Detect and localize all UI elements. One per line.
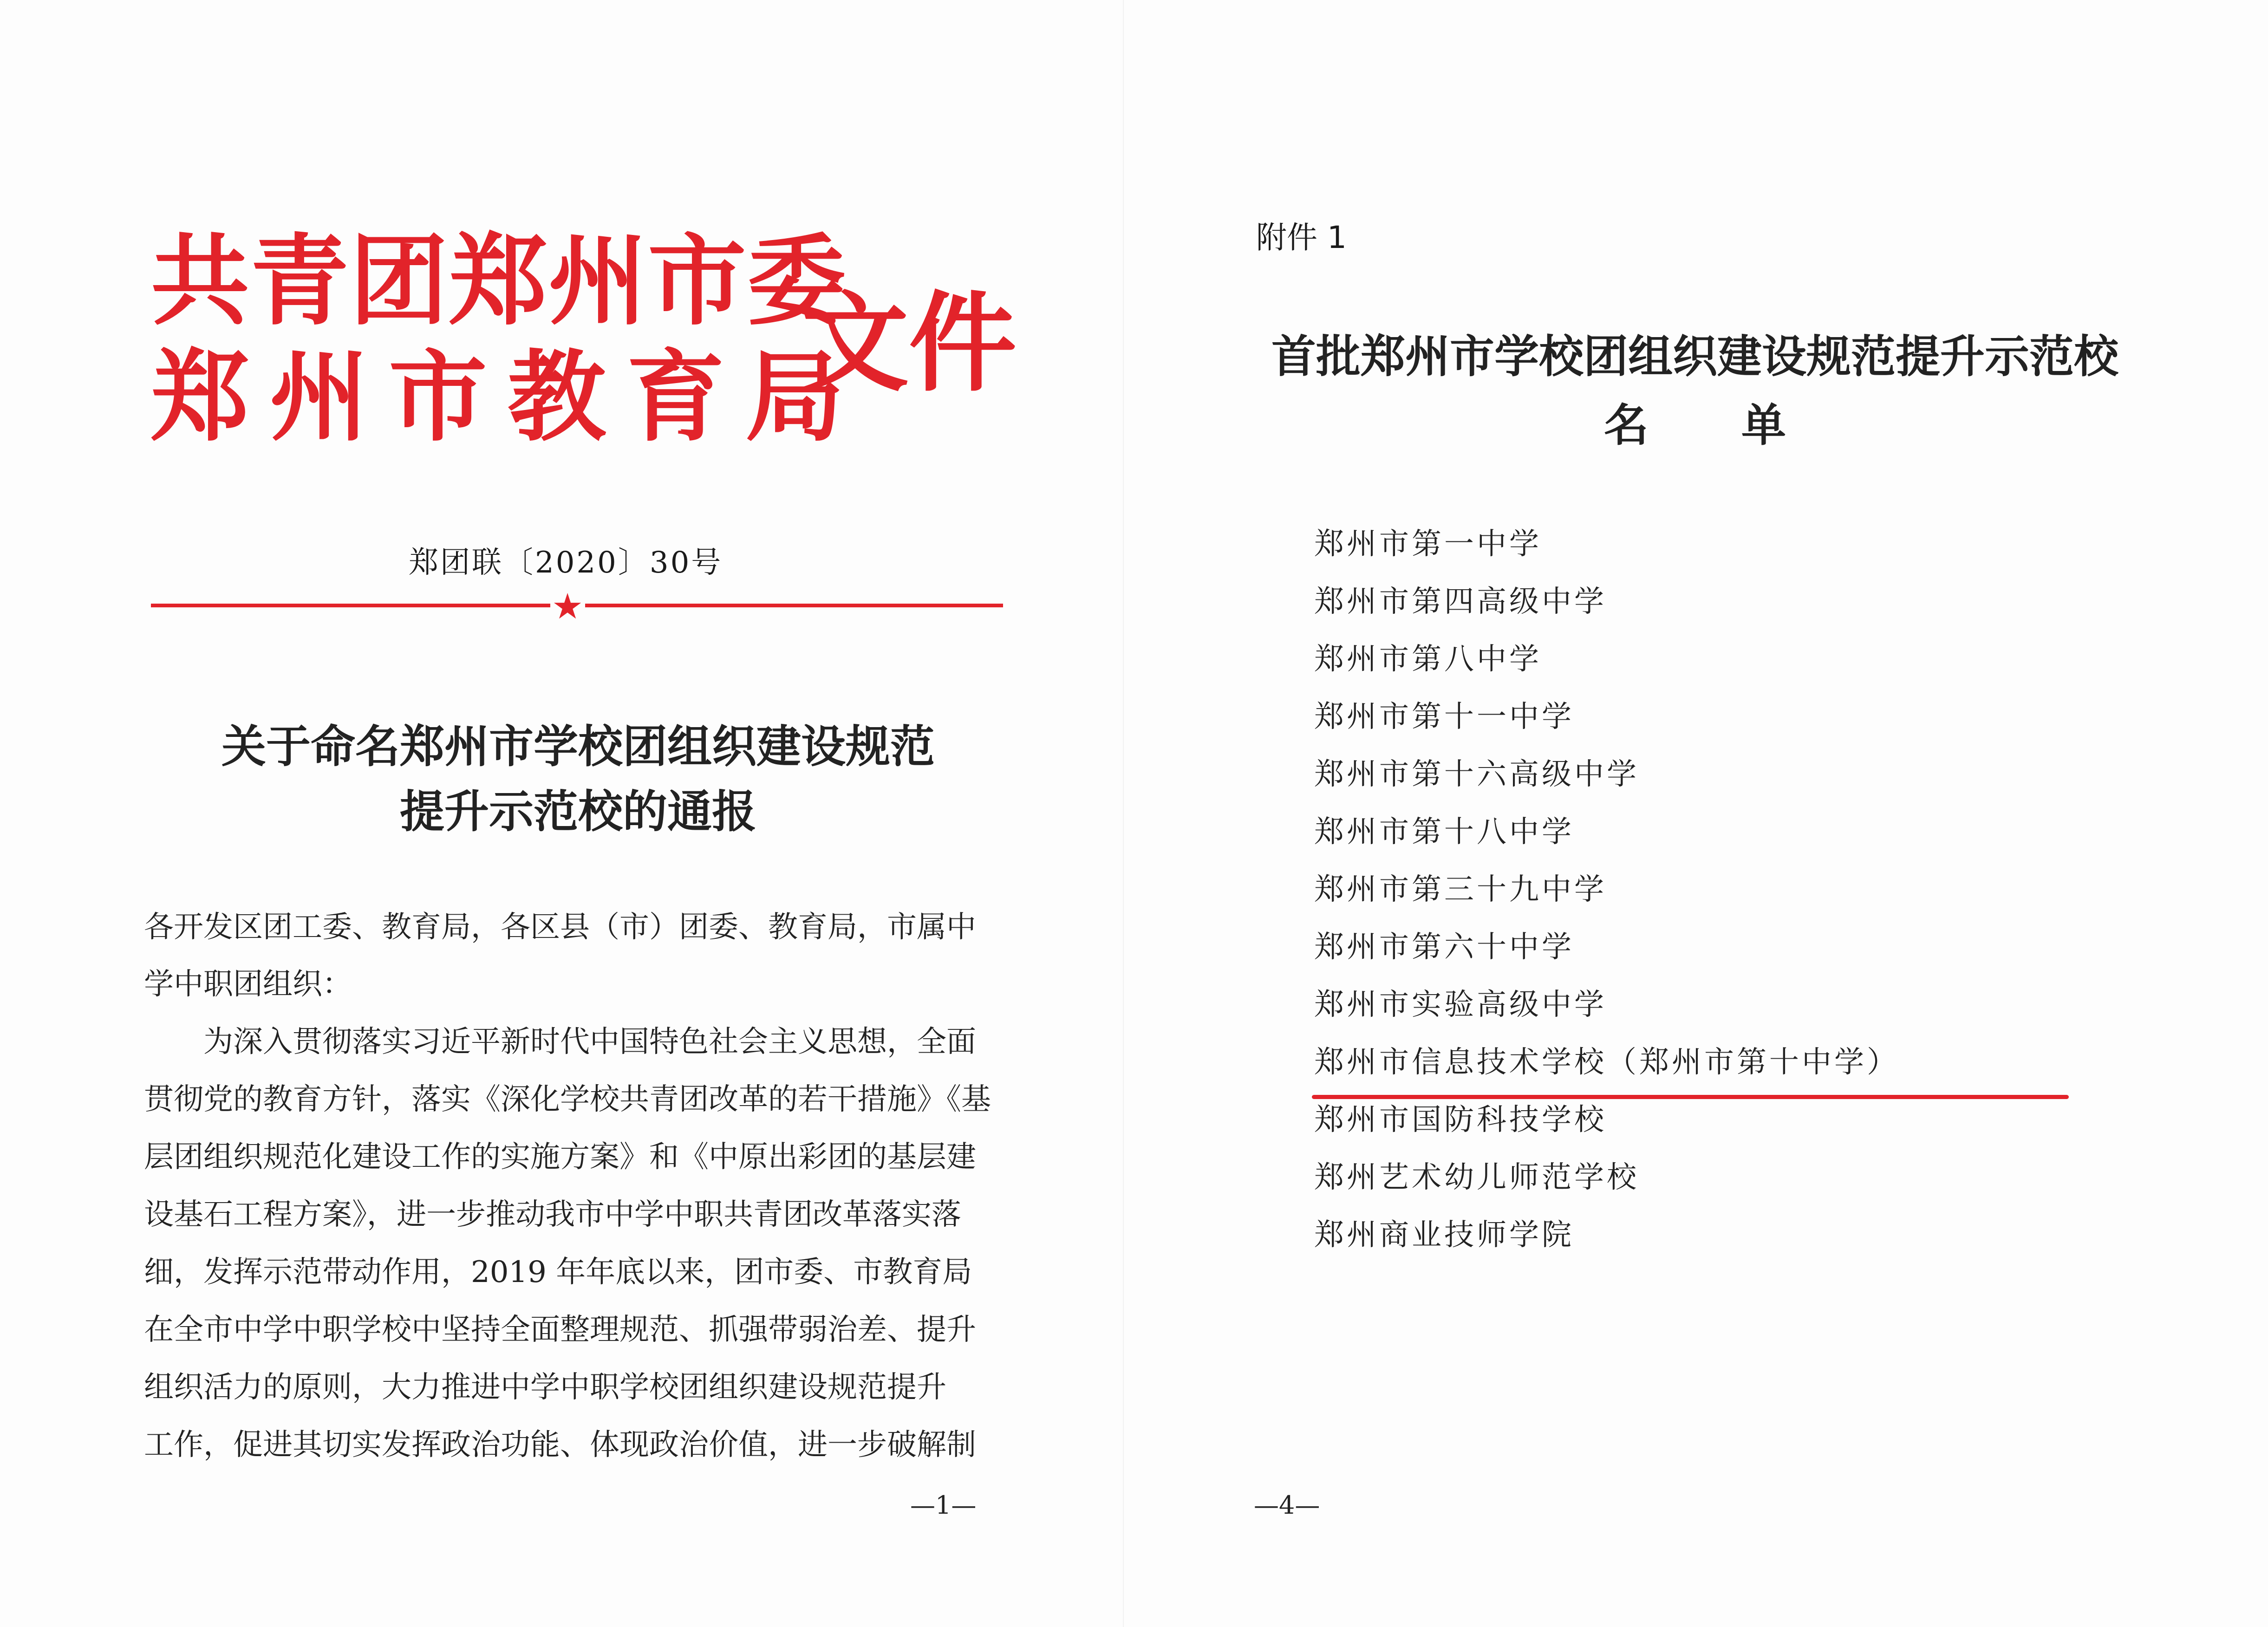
body-line: 为深入贯彻落实习近平新时代中国特色社会主义思想，全面 xyxy=(144,1025,976,1059)
document-title-line-2: 提升示范校的通报 xyxy=(400,785,756,838)
body-line: 各开发区团工委、教育局，各区县（市）团委、教育局，市属中 xyxy=(144,910,976,944)
document-title-line-1: 关于命名郑州市学校团组织建设规范 xyxy=(222,720,935,773)
document-page-right xyxy=(1124,0,2268,1627)
masthead-suffix: 文件 xyxy=(801,281,1017,406)
body-line: 组织活力的原则，大力推进中学中职学校团组织建设规范提升 xyxy=(144,1370,946,1405)
list-item-highlighted: 郑州市信息技术学校（郑州市第十中学） xyxy=(1314,1045,1899,1080)
document-number: 郑团联〔2020〕30号 xyxy=(409,546,723,580)
page-number: —4— xyxy=(1254,1490,1320,1520)
attachment-label: 附件 1 xyxy=(1256,220,1347,255)
masthead-line-1: 共青团郑州市委 xyxy=(151,224,847,338)
body-line: 细，发挥示范带动作用，2019 年年底以来，团市委、市教育局 xyxy=(144,1255,972,1289)
body-line: 在全市中学中职学校中坚持全面整理规范、抓强带弱治差、提升 xyxy=(144,1313,976,1347)
list-item: 郑州市第十一中学 xyxy=(1314,700,1574,734)
list-item: 郑州市第十八中学 xyxy=(1314,815,1574,849)
body-line: 工作，促进其切实发挥政治功能、体现政治价值，进一步破解制 xyxy=(144,1428,976,1462)
masthead-line-2: 郑州市教育局 xyxy=(151,340,864,455)
star-icon: ★ xyxy=(552,586,584,627)
body-line: 学中职团组织： xyxy=(144,967,352,1002)
list-item: 郑州商业技师学院 xyxy=(1314,1218,1574,1252)
list-item: 郑州市第六十中学 xyxy=(1314,930,1574,964)
body-line: 设基石工程方案》，进一步推动我市中学中职共青团改革落实落 xyxy=(144,1197,961,1232)
red-divider-right xyxy=(585,604,1003,607)
list-item: 郑州市第十六高级中学 xyxy=(1314,757,1639,792)
document-page-left xyxy=(0,0,1124,1627)
page-number: —1— xyxy=(910,1490,977,1520)
body-line: 贯彻党的教育方针，落实《深化学校共青团改革的若干措施》《基 xyxy=(144,1082,991,1117)
list-item: 郑州艺术幼儿师范学校 xyxy=(1314,1160,1639,1195)
body-line: 层团组织规范化建设工作的实施方案》和《中原出彩团的基层建 xyxy=(144,1140,976,1174)
highlight-underline xyxy=(1312,1095,2069,1099)
list-title-line-1: 首批郑州市学校团组织建设规范提升示范校 xyxy=(1271,330,2118,383)
list-item: 郑州市第一中学 xyxy=(1314,527,1542,561)
list-item: 郑州市第八中学 xyxy=(1314,642,1542,677)
list-item: 郑州市实验高级中学 xyxy=(1314,988,1607,1022)
list-title-line-2: 名单 xyxy=(1604,399,1879,451)
list-item: 郑州市国防科技学校 xyxy=(1314,1103,1607,1137)
red-divider-left xyxy=(151,604,550,607)
list-item: 郑州市第四高级中学 xyxy=(1314,585,1607,619)
list-item: 郑州市第三十九中学 xyxy=(1314,872,1607,907)
